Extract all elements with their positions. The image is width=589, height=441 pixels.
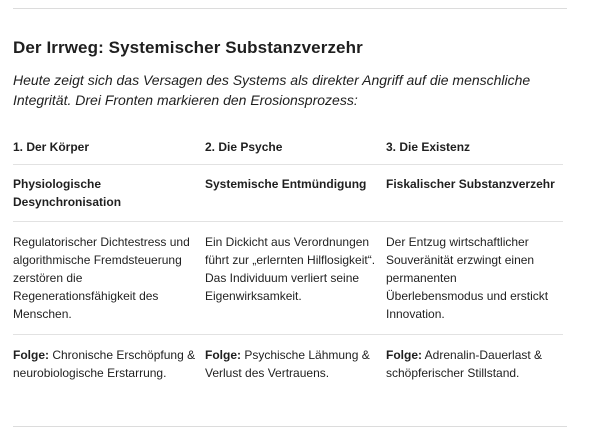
column-header-psyche: 2. Die Psyche — [205, 140, 283, 154]
fronts-table — [13, 129, 563, 392]
consequence-label: Folge: — [13, 348, 49, 362]
bottom-divider — [13, 426, 567, 427]
consequence-psyche — [205, 335, 386, 392]
consequence-row — [13, 335, 563, 392]
consequence-label: Folge: — [386, 348, 422, 362]
intro-text: Heute zeigt sich das Versagen des Systems als direkter Angriff auf die menschliche Integrität. Drei Fronten markieren den Erosionsprozess: — [13, 72, 531, 108]
column-header-body: 1. Der Körper — [13, 140, 90, 154]
column-header-existence: 3. Die Existenz — [386, 140, 471, 154]
consequence-text: Adrenalin-Dauerlast & schöpferischer Stillstand. — [386, 348, 543, 380]
consequence-text: Psychische Lähmung & Verlust des Vertrauens. — [205, 348, 370, 380]
subtitle-existence: Fiskalischer Substanzverzehr — [386, 177, 555, 191]
description-body: Regulatorischer Dichtestress und algorithmische Fremdsteuerung zerstören die Regenerationsfähigkeit des Menschen. — [13, 235, 190, 321]
consequence-text: Chronische Erschöpfung & neurobiologische Erstarrung. — [13, 348, 196, 380]
subtitle-row — [13, 165, 563, 222]
description-existence: Der Entzug wirtschaftlicher Souveränität erzwingt einen permanenten Überlebensmodus und erstickt Innovation. — [386, 235, 549, 321]
consequence-body — [13, 335, 205, 392]
consequence-existence — [386, 335, 563, 392]
top-divider — [13, 8, 567, 9]
section-heading: Der Irrweg: Systemischer Substanzverzehr — [13, 38, 363, 57]
subtitle-psyche: Systemische Entmündigung — [205, 177, 367, 191]
subtitle-body: Physiologische Desynchronisation — [13, 177, 122, 209]
consequence-label: Folge: — [205, 348, 241, 362]
description-row — [13, 222, 563, 335]
description-psyche: Ein Dickicht aus Verordnungen führt zur „erlernten Hilflosigkeit“. Das Individuum verliert seine Eigenwirksamkeit. — [205, 235, 376, 303]
table-header-row — [13, 129, 563, 165]
